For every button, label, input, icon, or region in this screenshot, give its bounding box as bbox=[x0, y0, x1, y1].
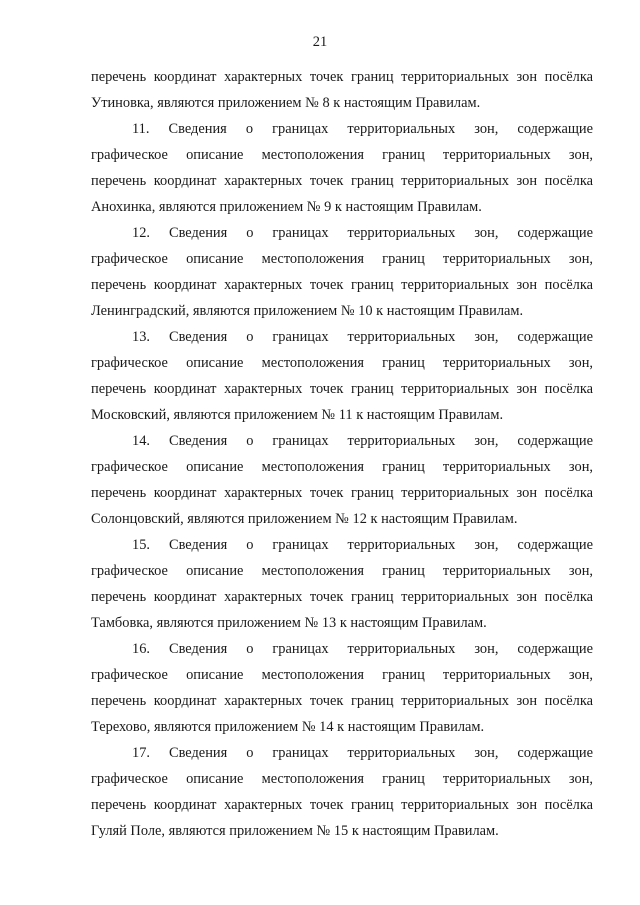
paragraph-first-line: 14. Сведения о границах территориальных зон, содержащие bbox=[132, 433, 593, 449]
paragraph-first-line: 11. Сведения о границах территориальных зон, содержащие bbox=[132, 121, 593, 137]
paragraph-first-line: 15. Сведения о границах территориальных зон, содержащие bbox=[132, 537, 593, 553]
text-line: перечень координат характерных точек границ территориальных зон посёлка bbox=[91, 589, 593, 605]
text-line: графическое описание местоположения границ территориальных зон, bbox=[91, 563, 593, 579]
text-line: Ленинградский, являются приложением № 10 к настоящим Правилам. bbox=[91, 303, 524, 319]
paragraph-first-line: 16. Сведения о границах территориальных зон, содержащие bbox=[132, 641, 593, 657]
text-line: перечень координат характерных точек границ территориальных зон посёлка bbox=[91, 485, 593, 501]
text-line: графическое описание местоположения границ территориальных зон, bbox=[91, 771, 593, 787]
text-line: перечень координат характерных точек границ территориальных зон посёлка bbox=[91, 173, 593, 189]
text-line: Анохинка, являются приложением № 9 к настоящим Правилам. bbox=[91, 199, 482, 215]
text-line: Московский, являются приложением № 11 к настоящим Правилам. bbox=[91, 407, 504, 423]
text-line: перечень координат характерных точек границ территориальных зон посёлка bbox=[91, 381, 593, 397]
text-line: Гуляй Поле, являются приложением № 15 к настоящим Правилам. bbox=[91, 823, 499, 839]
text-line: Тамбовка, являются приложением № 13 к настоящим Правилам. bbox=[91, 615, 487, 631]
paragraph-first-line: 13. Сведения о границах территориальных зон, содержащие bbox=[132, 329, 593, 345]
text-line: графическое описание местоположения границ территориальных зон, bbox=[91, 459, 593, 475]
text-line: графическое описание местоположения границ территориальных зон, bbox=[91, 251, 593, 267]
text-line: перечень координат характерных точек границ территориальных зон посёлка bbox=[91, 277, 593, 293]
document-body bbox=[91, 64, 593, 844]
text-line: Утиновка, являются приложением № 8 к настоящим Правилам. bbox=[91, 95, 481, 111]
text-line: графическое описание местоположения границ территориальных зон, bbox=[91, 147, 593, 163]
text-line: Солонцовский, являются приложением № 12 к настоящим Правилам. bbox=[91, 511, 518, 527]
paragraph-first-line: 12. Сведения о границах территориальных зон, содержащие bbox=[132, 225, 593, 241]
text-line: перечень координат характерных точек границ территориальных зон посёлка bbox=[91, 693, 593, 709]
text-line: Терехово, являются приложением № 14 к настоящим Правилам. bbox=[91, 719, 485, 735]
text-line: перечень координат характерных точек границ территориальных зон посёлка bbox=[91, 797, 593, 813]
paragraph-first-line: 17. Сведения о границах территориальных зон, содержащие bbox=[132, 745, 593, 761]
text-line: графическое описание местоположения границ территориальных зон, bbox=[91, 355, 593, 371]
text-line: графическое описание местоположения границ территориальных зон, bbox=[91, 667, 593, 683]
page-number: 21 bbox=[312, 34, 328, 50]
text-line: перечень координат характерных точек границ территориальных зон посёлка bbox=[91, 69, 593, 85]
